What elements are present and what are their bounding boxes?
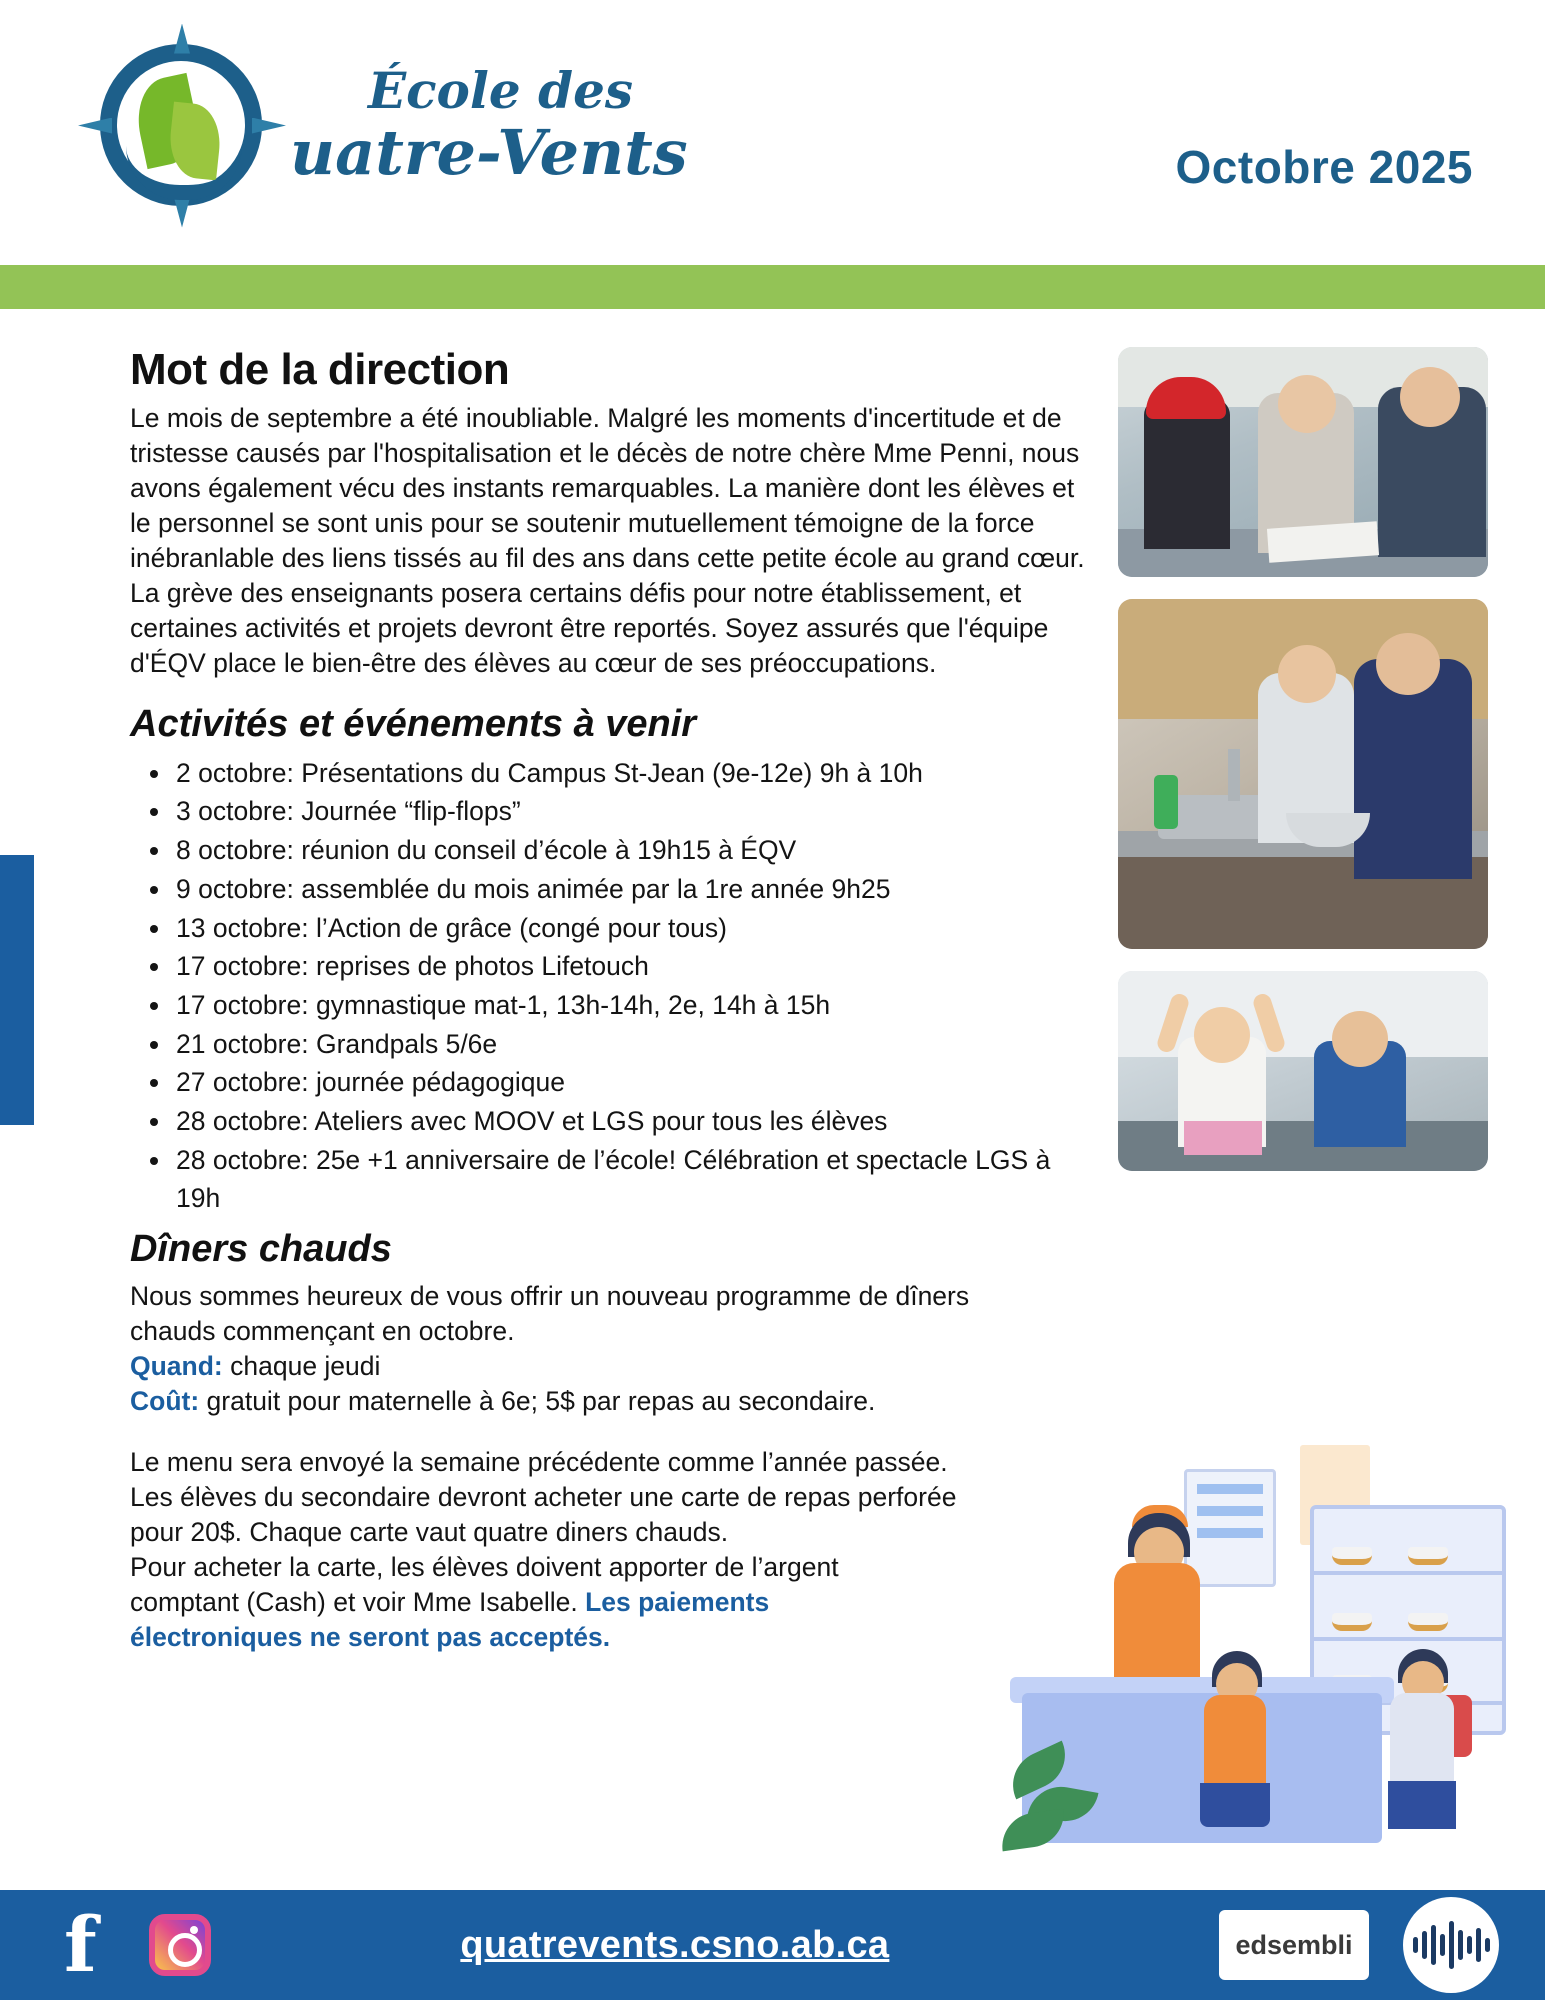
lunch-card-note: Les élèves du secondaire devront acheter une carte de repas perforée pour 20$. Chaque carte vaut quatre diners chauds.	[130, 1481, 957, 1547]
compass-west-icon	[78, 118, 112, 134]
photo1-head-middle	[1278, 375, 1336, 433]
header-spacer	[0, 309, 1545, 337]
photo3-head-left	[1194, 1007, 1250, 1063]
photo3-head-right	[1332, 1011, 1388, 1067]
illustration-shelf-line-2	[1314, 1637, 1502, 1641]
illustration-shelf-line-1	[1314, 1571, 1502, 1575]
section-title-events: Activités et événements à venir	[130, 702, 697, 745]
illustration-plant	[1000, 1743, 1120, 1863]
list-item: 2 octobre: Présentations du Campus St-Jean (9e-12e) 9h à 10h	[172, 754, 1100, 793]
photo-two-children	[1118, 971, 1488, 1171]
compass-south-icon	[174, 198, 190, 228]
photo1-student-left	[1144, 399, 1230, 549]
logo-line-2: uatre-Vents	[290, 115, 688, 189]
photo3-skirt	[1184, 1121, 1262, 1155]
lunch-when-value: chaque jeudi	[222, 1350, 381, 1381]
list-item: 3 octobre: Journée “flip-flops”	[172, 792, 1100, 831]
photo2-soap-bottle	[1154, 775, 1178, 829]
green-divider-bar	[0, 265, 1545, 309]
main-column	[130, 345, 1100, 1655]
list-item: 21 octobre: Grandpals 5/6e	[172, 1025, 1100, 1064]
list-item: 28 octobre: Ateliers avec MOOV et LGS pour tous les élèves	[172, 1102, 1100, 1141]
photo3-bench	[1118, 1121, 1488, 1171]
logo-line-1: École des	[368, 60, 634, 120]
photo2-faucet	[1228, 749, 1240, 801]
lunch-cost-line	[130, 1384, 930, 1419]
edsembli-logo: edsembli	[1219, 1910, 1369, 1980]
page-content	[0, 337, 1545, 1890]
plant-leaf-3	[998, 1809, 1068, 1852]
facebook-icon[interactable]: f	[64, 1900, 97, 1989]
illustration-boy-pants	[1388, 1781, 1456, 1829]
illustration-pastry-3	[1332, 1613, 1372, 1631]
list-item: 17 octobre: reprises de photos Lifetouch	[172, 947, 1100, 986]
logo-wordmark	[290, 60, 688, 189]
photo1-head-right	[1400, 367, 1460, 427]
lunch-when-line	[130, 1349, 1100, 1384]
list-item: 9 octobre: assemblée du mois animée par la 1re année 9h25	[172, 870, 1100, 909]
section-title-lunch: Dîners chauds	[130, 1228, 392, 1270]
issue-date: Octobre 2025	[1175, 141, 1473, 193]
photo2-student-head	[1376, 633, 1440, 695]
list-item: 27 octobre: journée pédagogique	[172, 1063, 1100, 1102]
illustration-pastry-1	[1332, 1547, 1372, 1565]
list-item: 28 octobre: 25e +1 anniversaire de l’école! Célébration et spectacle LGS à 19h	[172, 1141, 1100, 1218]
photo-students-classroom	[1118, 347, 1488, 577]
lunch-intro: Nous sommes heureux de vous offrir un nouveau programme de dîners chauds commençant en octobre.	[130, 1281, 970, 1346]
compass-east-icon	[252, 118, 286, 134]
lunch-payment-text: Pour acheter la carte, les élèves doivent apporter de l’argent comptant (Cash) et voir Mme Isabelle.	[130, 1551, 839, 1617]
list-item: 13 octobre: l’Action de grâce (congé pour tous)	[172, 909, 1100, 948]
illustration-girl-skirt	[1200, 1783, 1270, 1827]
illustration-pastry-4	[1408, 1613, 1448, 1631]
direction-paragraph-1: Le mois de septembre a été inoubliable. Malgré les moments d'incertitude et de tristesse causés par l'hospitalisation et le décès de notre chère Mme Penni, nous avons également vécu des instants remarquables. La manière dont les élèves et le personnel se sont unis pour se soutenir mutuellement témoigne de la force inébranlable des liens tissés au fil des ans dans cette petite école au grand cœur.	[130, 403, 1085, 573]
website-link[interactable]: quatrevents.csno.ab.ca	[460, 1923, 890, 1966]
school-logo	[82, 18, 782, 233]
lunch-cost-label: Coût:	[130, 1385, 200, 1416]
direction-paragraph-2: La grève des enseignants posera certains défis pour notre établissement, et certaines activités et projets devront être reportés. Soyez assurés que l'équipe d'ÉQV place le bien-être des élèves au cœur de ses préoccupations.	[130, 577, 1049, 678]
audio-wave-icon	[1403, 1897, 1499, 1993]
lunch-spacer	[130, 1419, 1100, 1445]
list-item: 8 octobre: réunion du conseil d’école à 19h15 à ÉQV	[172, 831, 1100, 870]
instagram-icon[interactable]	[149, 1914, 211, 1976]
illustration-menu-poster	[1184, 1469, 1276, 1587]
lunch-menu-note: Le menu sera envoyé la semaine précédente comme l’année passée.	[130, 1446, 948, 1477]
photo-column	[1118, 347, 1488, 1193]
lunch-payment-bold: Les paiements électroniques ne seront pas acceptés.	[130, 1586, 770, 1652]
list-item: 17 octobre: gymnastique mat-1, 13h-14h, 2e, 14h à 15h	[172, 986, 1100, 1025]
section-title-direction: Mot de la direction	[130, 345, 510, 394]
illustration-pastry-2	[1408, 1547, 1448, 1565]
page-header	[0, 0, 1545, 265]
page-footer	[0, 1890, 1545, 2000]
lunch-cost-value: gratuit pour maternelle à 6e; 5$ par repas au secondaire.	[199, 1385, 876, 1416]
events-list	[130, 754, 1100, 1218]
photo-kitchen-cooking	[1118, 599, 1488, 949]
lunch-when-label: Quand:	[130, 1350, 223, 1381]
compass-logo-icon	[82, 26, 282, 226]
photo2-adult-head	[1278, 645, 1336, 703]
cafeteria-illustration	[1010, 1443, 1510, 1863]
compass-north-icon	[174, 24, 190, 54]
lunch-payment-note	[130, 1550, 930, 1655]
